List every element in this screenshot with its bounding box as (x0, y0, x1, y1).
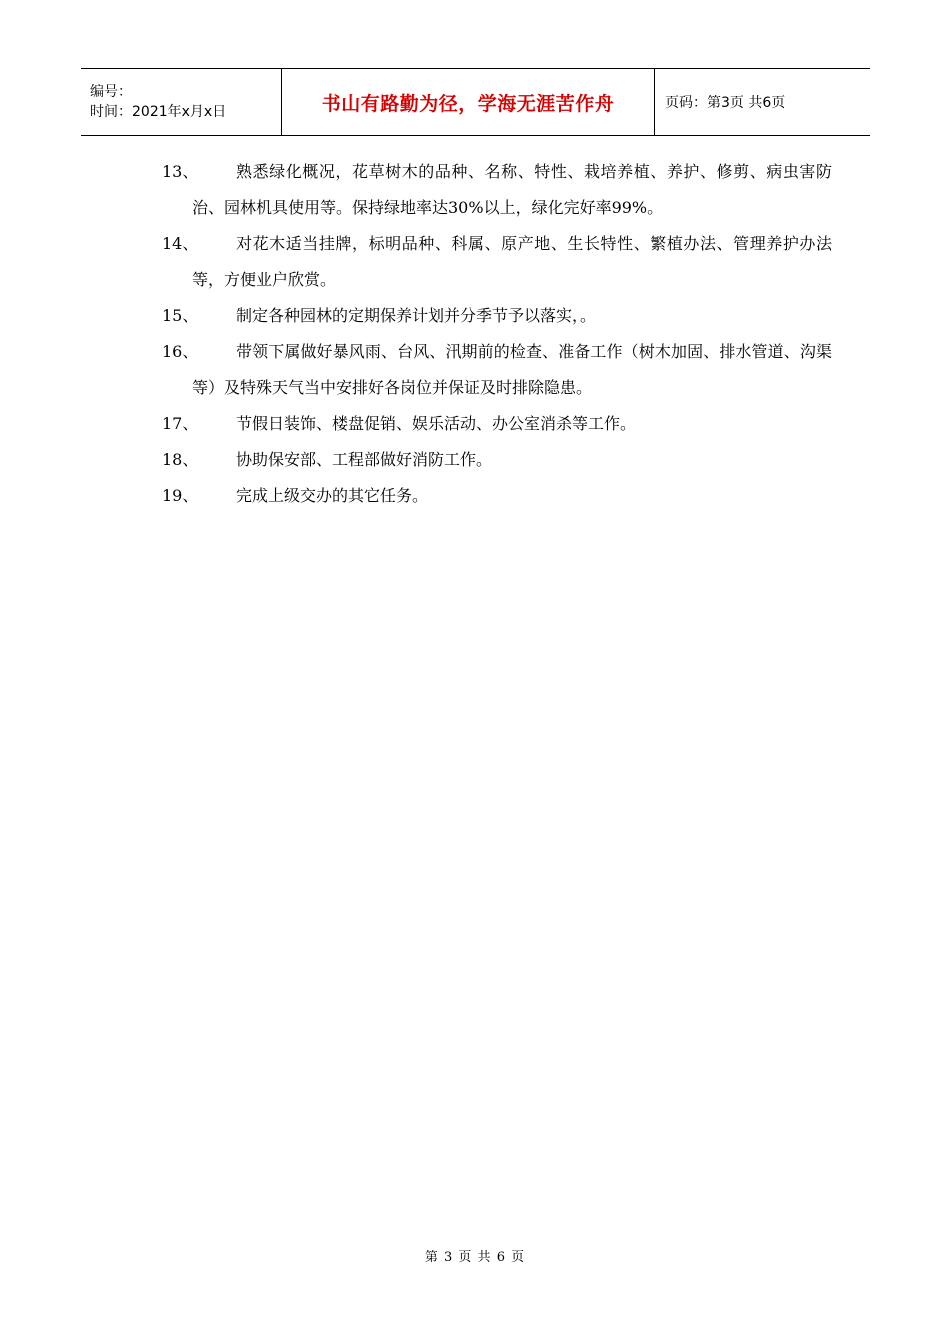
motto-text: 书山有路勤为径，学海无涯苦作舟 (321, 92, 615, 115)
page-footer (0, 1246, 950, 1265)
list-item (162, 226, 832, 298)
list-item (162, 298, 832, 334)
item-text: 带领下属做好暴风雨、台风、汛期前的检查、准备工作（树木加固、排水管道、沟渠等）及特殊天气当中安排好各岗位并保证及时排除隐患。 (192, 342, 832, 397)
item-number: 14、 (162, 234, 199, 253)
item-number: 19、 (162, 486, 199, 505)
item-number: 16、 (162, 342, 199, 361)
item-number: 18、 (162, 450, 199, 469)
list-item (162, 154, 832, 226)
header-page-info: 页码：第3页 共6页 (665, 95, 786, 111)
header-meta-cell (81, 69, 282, 135)
item-text: 制定各种园林的定期保养计划并分季节予以落实，。 (236, 306, 597, 325)
list-item (162, 442, 832, 478)
header-page-cell (655, 69, 870, 135)
list-item (162, 478, 832, 514)
date-label: 时间：2021年x月x日 (90, 104, 227, 120)
duty-list (162, 154, 832, 514)
item-number: 17、 (162, 414, 199, 433)
header-motto-cell (282, 69, 655, 135)
item-number: 13、 (162, 162, 199, 181)
list-item (162, 406, 832, 442)
document-header (81, 68, 870, 136)
list-item (162, 334, 832, 406)
footer-page-number: 第 3 页 共 6 页 (424, 1250, 526, 1265)
serial-number-label: 编号： (90, 84, 132, 100)
item-text: 对花木适当挂牌，标明品种、科属、原产地、生长特性、繁植办法、管理养护办法等，方便业户欣赏。 (192, 234, 832, 289)
item-text: 节假日装饰、楼盘促销、娱乐活动、办公室消杀等工作。 (236, 414, 637, 433)
item-text: 协助保安部、工程部做好消防工作。 (236, 450, 493, 469)
item-text: 完成上级交办的其它任务。 (236, 486, 429, 505)
item-text: 熟悉绿化概况，花草树木的品种、名称、特性、栽培养植、养护、修剪、病虫害防治、园林机具使用等。保持绿地率达30%以上，绿化完好率99%。 (192, 162, 832, 217)
item-number: 15、 (162, 306, 199, 325)
